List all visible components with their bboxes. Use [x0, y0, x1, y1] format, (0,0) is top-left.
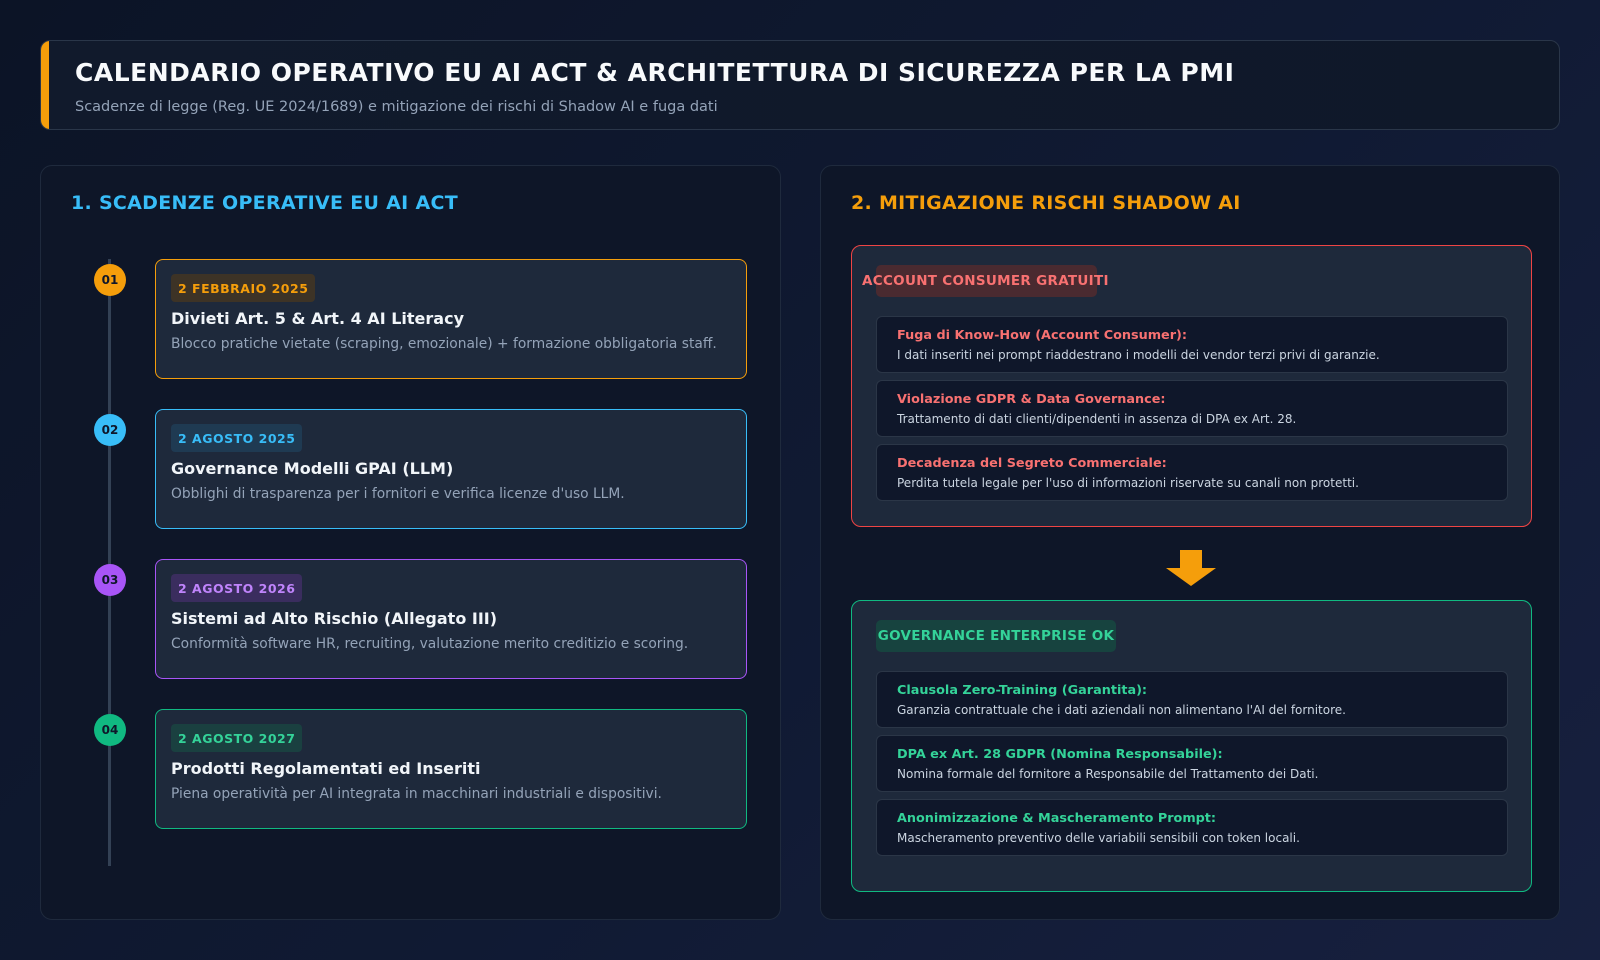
milestone-date-badge: 2 AGOSTO 2025 — [171, 424, 302, 452]
mitigation-item-description: Garanzia contrattuale che i dati aziendali non alimentano l'AI del fornitore. — [897, 703, 1346, 717]
header-accent-bar — [41, 41, 49, 129]
milestone-card-4 — [155, 709, 747, 829]
milestone-title: Prodotti Regolamentati ed Inseriti — [171, 759, 481, 778]
milestone-date-badge: 2 AGOSTO 2027 — [171, 724, 302, 752]
mitigation-item — [876, 735, 1508, 792]
milestone-date-badge: 2 AGOSTO 2026 — [171, 574, 302, 602]
mitigation-item-title: DPA ex Art. 28 GDPR (Nomina Responsabile): — [897, 747, 1223, 762]
timeline-line — [108, 259, 111, 866]
risk-item-description: Trattamento di dati clienti/dipendenti in assenza di DPA ex Art. 28. — [897, 412, 1297, 426]
safe-group-label: GOVERNANCE ENTERPRISE OK — [876, 620, 1116, 652]
timeline-panel-title: 1. SCADENZE OPERATIVE EU AI ACT — [71, 192, 458, 214]
header-banner — [40, 40, 1560, 130]
risk-item-title: Violazione GDPR & Data Governance: — [897, 392, 1166, 407]
page-title: CALENDARIO OPERATIVO EU AI ACT & ARCHITETTURA DI SICUREZZA PER LA PMI — [75, 58, 1235, 87]
down-arrow-icon — [1166, 550, 1216, 586]
mitigation-panel — [820, 165, 1560, 920]
milestone-card-2 — [155, 409, 747, 529]
milestone-description: Conformità software HR, recruiting, valutazione merito creditizio e scoring. — [171, 636, 689, 652]
risk-item-title: Fuga di Know-How (Account Consumer): — [897, 328, 1188, 343]
risk-item — [876, 380, 1508, 437]
page-subtitle: Scadenze di legge (Reg. UE 2024/1689) e mitigazione dei rischi di Shadow AI e fuga dati — [75, 99, 718, 115]
risk-item-description: Perdita tutela legale per l'uso di informazioni riservate su canali non protetti. — [897, 476, 1359, 490]
risk-item-title: Decadenza del Segreto Commerciale: — [897, 456, 1167, 471]
mitigation-panel-title: 2. MITIGAZIONE RISCHI SHADOW AI — [851, 192, 1241, 214]
milestone-card-3 — [155, 559, 747, 679]
mitigation-item-description: Mascheramento preventivo delle variabili sensibili con token locali. — [897, 831, 1300, 845]
risk-item — [876, 444, 1508, 501]
milestone-description: Obblighi di trasparenza per i fornitori e verifica licenze d'uso LLM. — [171, 486, 625, 502]
mitigation-item — [876, 799, 1508, 856]
mitigation-item-title: Clausola Zero-Training (Garantita): — [897, 683, 1148, 698]
milestone-description: Piena operatività per AI integrata in macchinari industriali e dispositivi. — [171, 786, 662, 802]
milestone-title: Sistemi ad Alto Rischio (Allegato III) — [171, 609, 498, 628]
risk-group-label: ACCOUNT CONSUMER GRATUITI — [876, 265, 1097, 297]
mitigation-item-description: Nomina formale del fornitore a Responsabile del Trattamento dei Dati. — [897, 767, 1319, 781]
mitigation-item — [876, 671, 1508, 728]
milestone-number-2: 02 — [94, 414, 126, 446]
milestone-title: Divieti Art. 5 & Art. 4 AI Literacy — [171, 309, 464, 328]
milestone-title: Governance Modelli GPAI (LLM) — [171, 459, 454, 478]
risk-group-consumer-accounts — [851, 245, 1532, 527]
mitigation-item-title: Anonimizzazione & Mascheramento Prompt: — [897, 811, 1217, 826]
milestone-number-4: 04 — [94, 714, 126, 746]
milestone-card-1 — [155, 259, 747, 379]
milestone-number-1: 01 — [94, 264, 126, 296]
risk-item — [876, 316, 1508, 373]
risk-item-description: I dati inseriti nei prompt riaddestrano i modelli dei vendor terzi privi di garanzie. — [897, 348, 1380, 362]
milestone-number-3: 03 — [94, 564, 126, 596]
risk-group-enterprise-governance — [851, 600, 1532, 892]
milestone-date-badge: 2 FEBBRAIO 2025 — [171, 274, 315, 302]
milestone-description: Blocco pratiche vietate (scraping, emozionale) + formazione obbligatoria staff. — [171, 336, 717, 352]
timeline-panel — [40, 165, 781, 920]
